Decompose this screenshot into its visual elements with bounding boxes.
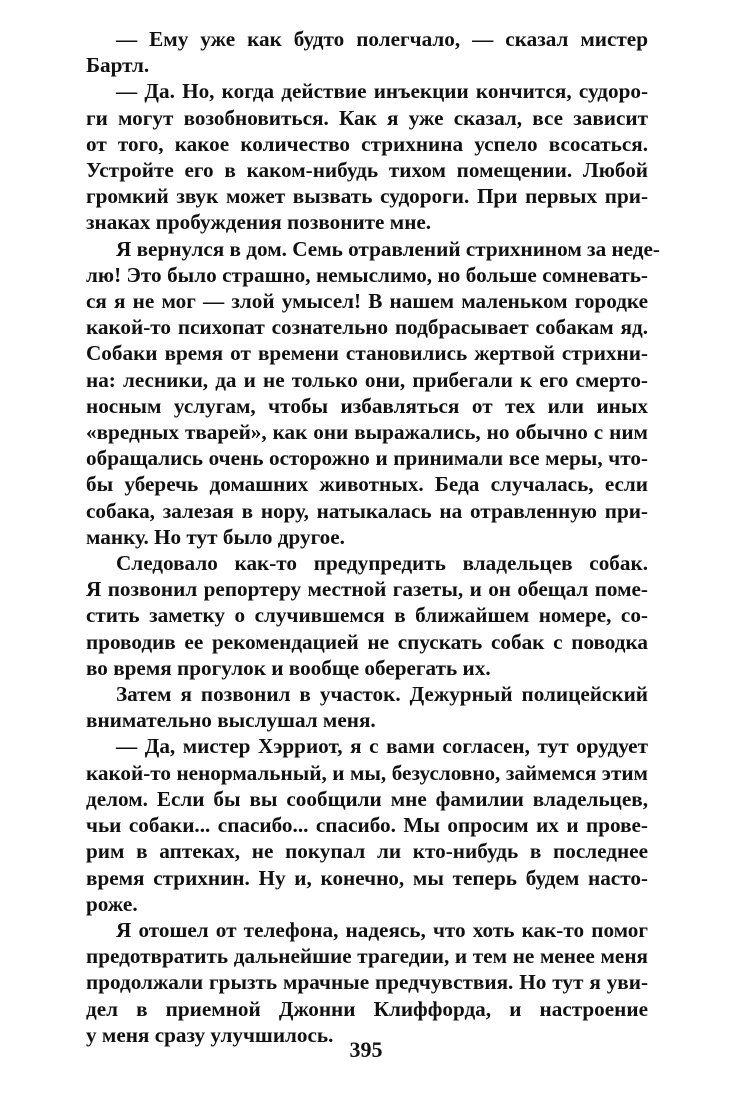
text-line: во время прогулок и вообще оберегать их. xyxy=(86,655,491,680)
text-line: обращались очень осторожно и принимали все меры, что- xyxy=(86,446,648,471)
text-line: рим в аптеках, не покупал ли кто-нибудь в последнее xyxy=(86,839,648,864)
text-line: стить заметку о случившемся в ближайшем номере, со- xyxy=(86,603,648,628)
text-line: чьи собаки... спасибо... спасибо. Мы опросим их и прове- xyxy=(86,813,648,838)
text-line: Бартл. xyxy=(86,53,150,78)
text-line: делом. Если бы вы сообщили мне фамилии владельцев, xyxy=(86,786,648,811)
text-line: Собаки время от времени становились жертвой стрихни- xyxy=(86,341,648,366)
text-line: Я позвонил репортеру местной газеты, и он обещал поме- xyxy=(86,577,648,602)
text-line: роже. xyxy=(86,891,138,916)
text-line: — Ему уже как будто полегчало, — сказал мистер xyxy=(116,27,648,51)
text-line: у меня сразу улучшилось. xyxy=(86,1022,334,1047)
text-line: Затем я позвонил в участок. Дежурный полицейский xyxy=(116,682,648,707)
page-body xyxy=(86,26,660,1048)
text-line: «вредных тварей», как они выражались, но обычно с ним xyxy=(86,420,648,445)
text-line: ги могут возобновиться. Как я уже сказал, все зависит xyxy=(86,105,648,130)
text-line: дел в приемной Джонни Клиффорда, и настроение xyxy=(86,996,648,1021)
text-line: знаках пробуждения позвоните мне. xyxy=(86,210,432,235)
paragraph xyxy=(86,26,648,78)
text-line: какой-то психопат сознательно подбрасывает собакам яд. xyxy=(86,315,648,340)
text-line: носным услугам, чтобы избавляться от тех или иных xyxy=(86,393,648,418)
text-line: лю! Это было страшно, немыслимо, но больше сомневать- xyxy=(86,262,648,287)
text-line: продолжали грызть мрачные предчувствия. Но тут я уви- xyxy=(86,970,648,995)
paragraph xyxy=(86,236,660,550)
text-line: какой-то ненормальный, и мы, безусловно, займемся этим xyxy=(86,760,648,785)
text-line: Устройте его в каком-нибудь тихом помещении. Любой xyxy=(86,158,648,183)
text-line: манку. Но тут было другое. xyxy=(86,524,345,549)
text-line: внимательно выслушал меня. xyxy=(86,708,376,733)
text-line: на: лесники, да и не только они, прибегали к его смерто- xyxy=(86,367,648,392)
paragraph xyxy=(86,917,648,1048)
paragraph xyxy=(86,550,648,681)
paragraph xyxy=(86,681,648,733)
text-line: предотвратить дальнейшие трагедии, и тем не менее меня xyxy=(86,944,648,969)
text-line: Я отошел от телефона, надеясь, что хоть как-то помог xyxy=(116,917,648,942)
text-line: громкий звук может вызвать судороги. При первых при- xyxy=(86,184,648,209)
text-line: от того, какое количество стрихнина успело всосаться. xyxy=(86,131,648,156)
text-line: собака, залезая в нору, натыкалась на отравленную при- xyxy=(86,498,648,523)
paragraph xyxy=(86,733,648,916)
text-line: — Да, мистер Хэрриот, я с вами согласен, тут орудует xyxy=(116,734,648,759)
text-line: — Да. Но, когда действие инъекции кончится, судоро- xyxy=(116,79,648,104)
text-line: ся я не мог — злой умысел! В нашем маленьком городке xyxy=(86,289,648,314)
text-line: бы уберечь домашних животных. Беда случалась, если xyxy=(86,472,648,497)
text-line: Следовало как-то предупредить владельцев собак. xyxy=(116,551,648,576)
text-line: время стрихнин. Ну и, конечно, мы теперь будем насто- xyxy=(86,865,648,890)
paragraph xyxy=(86,78,648,235)
text-line: проводив ее рекомендацией не спускать собак с поводка xyxy=(86,629,648,654)
text-line: Я вернулся в дом. Семь отравлений стрихнином за неде- xyxy=(116,236,660,261)
page-number: 395 xyxy=(349,1037,383,1062)
